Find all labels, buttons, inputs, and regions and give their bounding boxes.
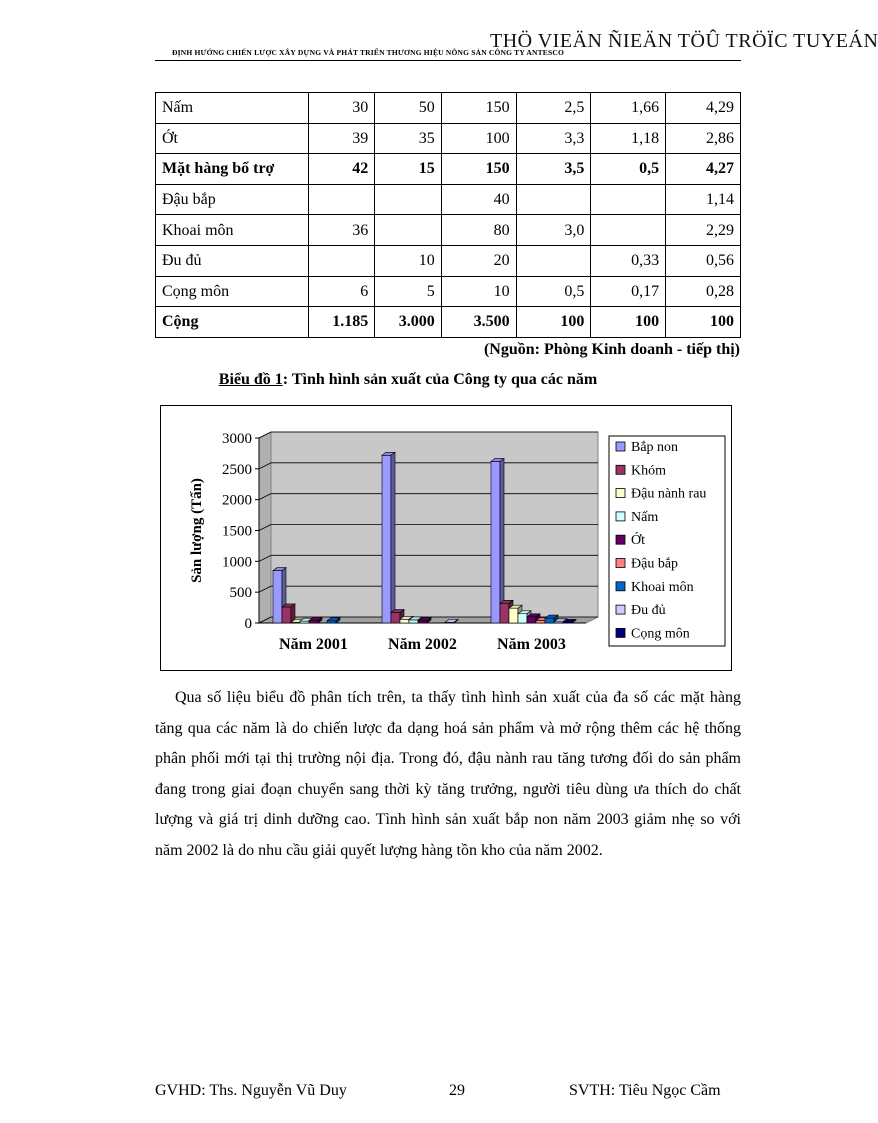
analysis-paragraph: [155, 683, 741, 867]
legend-label: Đu đủ: [631, 603, 666, 619]
table-cell: [591, 215, 666, 246]
table-cell: 4,29: [666, 93, 741, 124]
table-cell: 1,14: [666, 184, 741, 215]
table-cell: 0,5: [516, 276, 591, 307]
row-label: Ớt: [156, 123, 309, 154]
table-cell: 3,5: [516, 154, 591, 185]
caption-label: Biểu đồ 1: [218, 371, 283, 388]
row-label: Nấm: [156, 93, 309, 124]
table-cell: 0,28: [666, 276, 741, 307]
table-cell: 1,66: [591, 93, 666, 124]
table-cell: 4,27: [666, 154, 741, 185]
legend-label: Đậu bắp: [631, 556, 679, 572]
table-cell: 0,5: [591, 154, 666, 185]
bar: [545, 618, 554, 623]
y-tick-label: 1500: [222, 523, 252, 540]
bar: [491, 461, 500, 623]
table-cell: [308, 184, 375, 215]
table-cell: 0,56: [666, 245, 741, 276]
bar: [400, 619, 409, 623]
table-cell: 5: [375, 276, 442, 307]
source-note: (Nguồn: Phòng Kinh doanh - tiếp thị): [483, 341, 740, 358]
table-cell: 2,5: [516, 93, 591, 124]
table-cell: 150: [441, 93, 516, 124]
y-tick-label: 0: [244, 616, 252, 632]
x-tick-label: Năm 2001: [279, 636, 348, 653]
bar: [309, 621, 318, 623]
chart-frame: [160, 405, 732, 671]
bar: [409, 620, 418, 623]
row-label: Cộng: [156, 307, 309, 338]
bar: [518, 614, 527, 623]
legend-label: Khoai môn: [631, 579, 694, 595]
row-label: Đậu bắp: [156, 184, 309, 215]
legend-swatch: [616, 489, 625, 498]
legend-label: Khóm: [631, 463, 666, 479]
legend-swatch: [616, 465, 625, 474]
table-cell: 1,18: [591, 123, 666, 154]
legend-swatch: [616, 512, 625, 521]
legend-box: [609, 436, 725, 646]
footer-advisor: GVHD: Ths. Nguyễn Vũ Duy: [155, 1082, 347, 1099]
y-tick-label: 1000: [222, 554, 252, 571]
table-cell: 35: [375, 123, 442, 154]
legend-swatch: [616, 559, 625, 568]
table-cell: 2,86: [666, 123, 741, 154]
table-cell: 3.500: [441, 307, 516, 338]
table-cell: 50: [375, 93, 442, 124]
table-cell: 40: [441, 184, 516, 215]
table-cell: 36: [308, 215, 375, 246]
legend-swatch: [616, 442, 625, 451]
table-cell: 10: [441, 276, 516, 307]
table-cell: 39: [308, 123, 375, 154]
x-tick-label: Năm 2003: [497, 636, 566, 653]
table-row: [156, 276, 741, 307]
table-row: [156, 93, 741, 124]
legend-swatch: [616, 605, 625, 614]
bar: [391, 613, 400, 623]
bar: [273, 571, 282, 623]
table-cell: [516, 184, 591, 215]
bar: [509, 608, 518, 623]
table-cell: 20: [441, 245, 516, 276]
y-tick-label: 3000: [222, 431, 252, 447]
table-cell: 3,0: [516, 215, 591, 246]
row-label: Đu đủ: [156, 245, 309, 276]
production-chart: [161, 406, 731, 670]
row-label: Cọng môn: [156, 276, 309, 307]
bar-side: [391, 452, 395, 623]
legend-label: Bắp non: [631, 440, 679, 455]
x-tick-label: Năm 2002: [388, 636, 457, 653]
table-cell: 0,33: [591, 245, 666, 276]
bar: [382, 455, 391, 623]
bar: [282, 607, 291, 623]
bar: [327, 621, 336, 623]
header-watermark: THÖ VIEÄN ÑIEÄN TÖÛ TRÖÏC TUYEÁN: [490, 30, 878, 52]
row-label: Mặt hàng bổ trợ: [156, 154, 309, 185]
legend-label: Cọng môn: [631, 626, 690, 642]
table-cell: [591, 184, 666, 215]
header-divider: [155, 60, 741, 61]
table-cell: 0,17: [591, 276, 666, 307]
bar-side: [500, 458, 504, 623]
bar: [527, 617, 536, 623]
table-cell: [375, 184, 442, 215]
footer-student: SVTH: Tiêu Ngọc Cầm: [569, 1082, 721, 1099]
table-cell: 30: [308, 93, 375, 124]
table-row: [156, 184, 741, 215]
y-tick-label: 500: [229, 585, 252, 602]
table-cell: [308, 245, 375, 276]
table-cell: 100: [516, 307, 591, 338]
table-cell: 2,29: [666, 215, 741, 246]
bar: [500, 603, 509, 623]
table-row: [156, 154, 741, 185]
caption-text: : Tình hình sản xuất của Công ty qua các năm: [282, 371, 598, 388]
table-cell: 3.000: [375, 307, 442, 338]
production-table: [155, 92, 741, 338]
table-cell: 42: [308, 154, 375, 185]
table-row: [156, 245, 741, 276]
legend-swatch: [616, 628, 625, 637]
paragraph-text: Qua số liệu biểu đồ phân tích trên, ta thấy tình hình sản xuất của đa số các mặt hàng tăng qua các năm là do chiến lược đa dạng hoá sản phẩm và mở rộng thêm các hệ thống phân phối mới tại thị trường nội địa. Trong đó, đậu nành rau tăng tương đối do sản phẩm đang trong giai đoạn chuyển sang thời kỳ tăng trưởng, người tiêu dùng ưa thích do chất lượng và giá trị dinh dưỡng cao. Tình hình sản xuất bắp non năm 2003 giảm nhẹ so với năm 2002 là do nhu cầu giải quyết lượng hàng tồn kho của năm 2002.: [155, 689, 741, 859]
legend-swatch: [616, 535, 625, 544]
table-cell: 100: [591, 307, 666, 338]
table-cell: 100: [666, 307, 741, 338]
table-cell: 100: [441, 123, 516, 154]
table-cell: 150: [441, 154, 516, 185]
table-cell: 1.185: [308, 307, 375, 338]
chart-caption: [0, 371, 816, 389]
table-cell: 10: [375, 245, 442, 276]
legend-label: Nấm: [631, 509, 659, 525]
legend-swatch: [616, 582, 625, 591]
table-cell: 3,3: [516, 123, 591, 154]
table-cell: 15: [375, 154, 442, 185]
y-tick-label: 2000: [222, 492, 252, 509]
legend-label: Đậu nành rau: [631, 486, 707, 502]
table-row: [156, 215, 741, 246]
table-cell: [516, 245, 591, 276]
bar: [536, 621, 545, 623]
table-row: [156, 307, 741, 338]
header-title: ĐỊNH HƯỚNG CHIẾN LƯỢC XÂY DỰNG VÀ PHÁT TRIỂN THƯƠNG HIỆU NÔNG SẢN CÔNG TY ANTESCO: [172, 48, 565, 57]
page-number: 29: [449, 1082, 465, 1099]
table-cell: [375, 215, 442, 246]
bar: [418, 621, 427, 623]
y-tick-label: 2500: [222, 461, 252, 478]
table-row: [156, 123, 741, 154]
table-cell: 80: [441, 215, 516, 246]
legend-label: Ớt: [631, 533, 645, 549]
y-axis-label: Sản lượng (Tấn): [189, 478, 205, 583]
row-label: Khoai môn: [156, 215, 309, 246]
table-cell: 6: [308, 276, 375, 307]
